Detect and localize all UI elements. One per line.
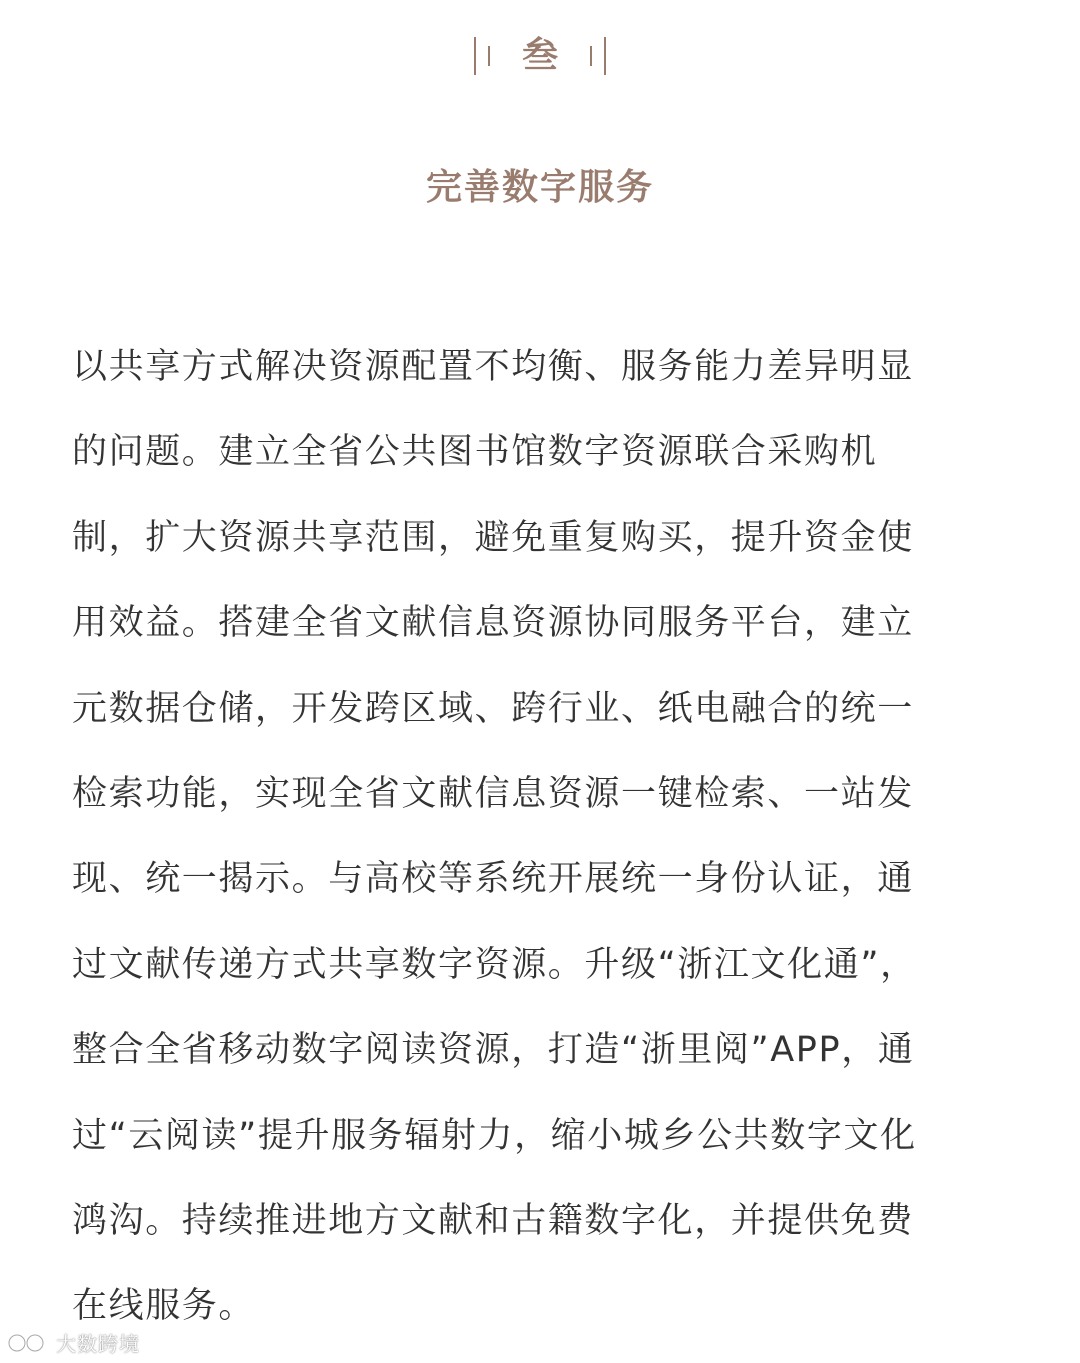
- article-paragraph: [72, 325, 1008, 1350]
- section-heading: 完善数字服务: [425, 167, 654, 208]
- divider-bar-icon: [488, 46, 490, 66]
- paragraph-line: 检索功能，实现全省文献信息资源一键检索、一站发: [72, 773, 914, 814]
- paragraph-line: 现、统一揭示。与高校等系统开展统一身份认证，通: [72, 859, 914, 900]
- paragraph-line: 鸿沟。持续推进地方文献和古籍数字化，并提供免费: [72, 1200, 914, 1241]
- divider-bar-icon: [474, 37, 476, 75]
- paragraph-line: 元数据仓储，开发跨区域、跨行业、纸电融合的统一: [72, 688, 914, 729]
- paragraph-line: 过“云阅读”提升服务辐射力，缩小城乡公共数字文化: [72, 1115, 917, 1156]
- section-marker: [0, 34, 1080, 78]
- watermark-text: 大数跨境: [56, 1332, 140, 1356]
- watermark: [6, 1328, 140, 1357]
- paragraph-line: 在线服务。: [72, 1286, 256, 1327]
- paragraph-line: 的问题。建立全省公共图书馆数字资源联合采购机: [72, 432, 878, 473]
- divider-bar-icon: [604, 37, 606, 75]
- paragraph-line: 用效益。搭建全省文献信息资源协同服务平台，建立: [72, 603, 914, 644]
- paragraph-line: 以共享方式解决资源配置不均衡、服务能力差异明显: [72, 347, 914, 387]
- paragraph-line: 整合全省移动数字阅读资源，打造“浙里阅”APP，通: [72, 1030, 915, 1071]
- paragraph-line: 过文献传递方式共享数字资源。升级“浙江文化通”，: [72, 944, 917, 985]
- section-number: 叁: [521, 35, 558, 76]
- paragraph-line: 制，扩大资源共享范围，避免重复购买，提升资金使: [72, 517, 914, 558]
- divider-bar-icon: [590, 46, 592, 66]
- brand-logo-icon: [6, 1330, 50, 1356]
